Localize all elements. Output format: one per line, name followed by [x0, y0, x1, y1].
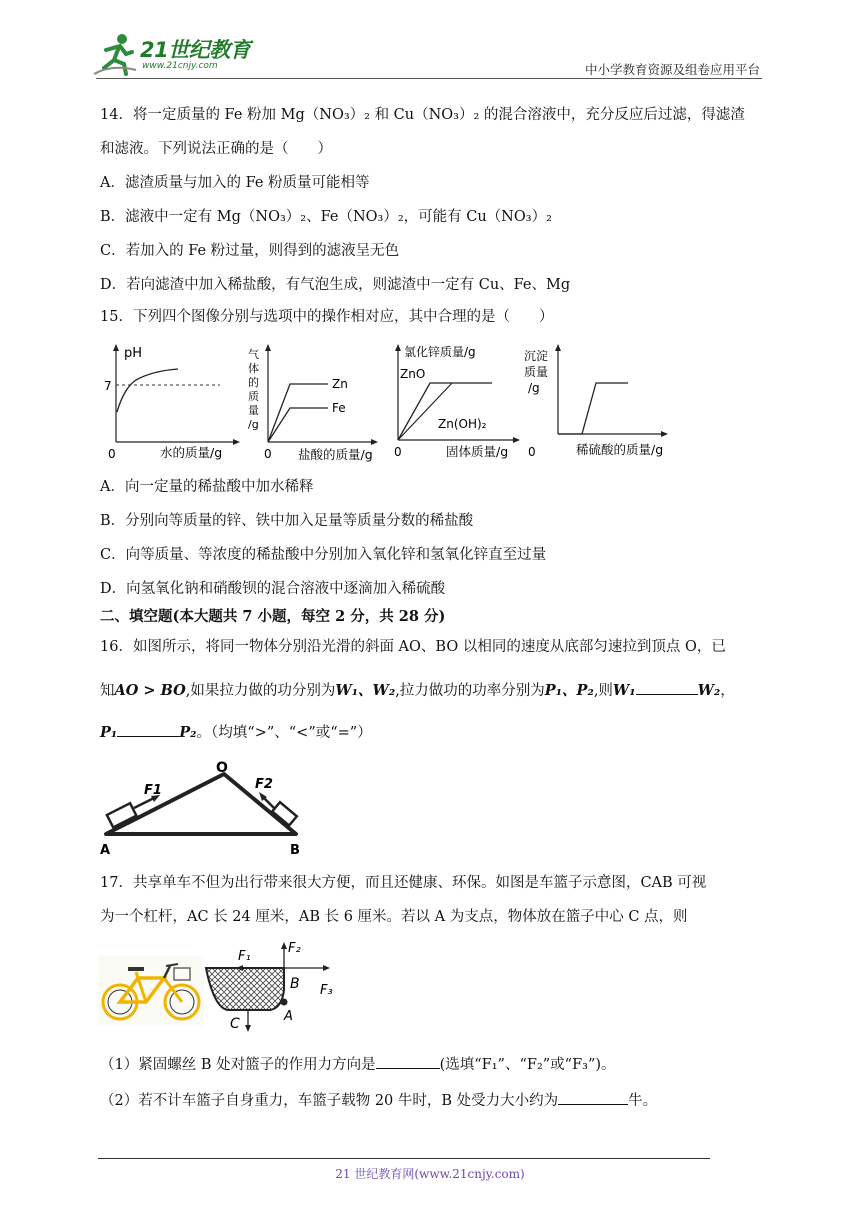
q17-blank-1[interactable]: [376, 1054, 440, 1069]
q14-option-c: C．若加入的 Fe 粉过量，则得到的滤液呈无色: [100, 243, 400, 259]
graph-a-ytick: 7: [104, 379, 112, 393]
q17-sub2: （2）若不计车篮子自身重力，车篮子载物 20 牛时，B 处受力大小约为 牛。: [100, 1090, 657, 1112]
q16-label-f2: F2: [255, 777, 273, 792]
svg-text:量: 量: [248, 404, 259, 417]
q16-incline-figure: [98, 758, 308, 858]
graph-d-ylabel: [524, 348, 548, 395]
q14-option-b: B．滤液中一定有 Mg（NO₃）₂、Fe（NO₃）₂，可能有 Cu（NO₃）₂: [100, 209, 552, 225]
runner-logo-icon: [92, 30, 138, 76]
footer-divider: [98, 1158, 710, 1159]
svg-text:沉淀: 沉淀: [524, 349, 549, 363]
graph-b-series-fe: Fe: [332, 401, 346, 415]
graph-c-series-zno: ZnO: [400, 367, 426, 381]
q17-sub1: （1）紧固螺丝 B 处对篮子的作用力方向是 (选填“F₁”、“F₂”或“F₃”)。: [100, 1054, 616, 1076]
q17-label-b: B: [290, 976, 300, 992]
logo-url: www.21cnjy.com: [142, 61, 218, 71]
q16-math-w: W₁、W₂: [335, 682, 396, 699]
svg-text:质量: 质量: [524, 365, 549, 379]
q17-label-f3: F₃: [320, 983, 333, 998]
q14-option-d: D．若向滤渣中加入稀盐酸，有气泡生成，则滤渣中一定有 Cu、Fe、Mg: [100, 277, 571, 293]
svg-text:质: 质: [248, 390, 259, 403]
q15-option-d: D．向氢氧化钠和硝酸钡的混合溶液中逐滴加入稀硫酸: [100, 581, 446, 597]
q17-label-a: A: [284, 1009, 293, 1024]
q15-graph-b: [246, 340, 386, 464]
graph-a-ylabel: pH: [124, 346, 143, 361]
graph-c-series-znoh2: Zn(OH)₂: [438, 417, 487, 431]
graph-b-series-zn: Zn: [332, 377, 348, 391]
q16-line1: 16．如图所示，将同一物体分别沿光滑的斜面 AO、BO 以相同的速度从底部匀速拉到顶点 O，已: [100, 639, 726, 655]
svg-text:/g: /g: [248, 418, 259, 431]
svg-text:的: 的: [248, 376, 259, 389]
q16-label-o: O: [216, 760, 228, 776]
q14-option-a: A．滤渣质量与加入的 Fe 粉质量可能相等: [100, 175, 370, 191]
q15-graph-c: [388, 340, 528, 462]
q17-label-f2: F₂: [288, 941, 301, 956]
graph-c-xlabel: 固体质量/g: [446, 444, 509, 459]
graph-d-origin: 0: [528, 445, 536, 459]
q15-stem: 15．下列四个图像分别与选项中的操作相对应，其中合理的是（ ）: [100, 309, 554, 325]
graph-b-origin: 0: [264, 447, 272, 461]
q16-blank-p[interactable]: [117, 722, 179, 737]
q17-label-c: C: [230, 1016, 240, 1032]
section2-title: 二、填空题(本大题共 7 小题，每空 2 分，共 28 分): [100, 608, 446, 625]
q17-line2: 为一个杠杆，AC 长 24 厘米，AB 长 6 厘米。若以 A 为支点，物体放在篮子中心 C 点，则: [100, 909, 688, 925]
header-platform-name: 中小学教育资源及组卷应用平台: [584, 62, 760, 77]
q16-line2: 知AO > BO,如果拉力做的功分别为W₁、W₂,拉力做功的功率分别为P₁、P₂,则W₁ W₂，: [100, 682, 735, 699]
svg-text:体: 体: [248, 362, 259, 375]
q16-math-ao-bo: AO > BO: [114, 682, 186, 699]
q16-label-b: B: [290, 843, 300, 858]
q17-blank-2[interactable]: [558, 1090, 628, 1105]
graph-b-xlabel: 盐酸的质量/g: [298, 447, 373, 462]
graph-c-origin: 0: [394, 445, 402, 459]
q15-option-b: B．分别向等质量的锌、铁中加入足量等质量分数的稀盐酸: [100, 513, 474, 529]
q16-line3: P₁ P₂。（均填“>”、“<”或“=”）: [100, 724, 372, 741]
q16-label-f1: F1: [144, 783, 162, 798]
q15-graph-d: [520, 340, 676, 462]
q16-label-a: A: [100, 843, 111, 858]
q15-graph-a: [100, 340, 240, 462]
q16-blank-w[interactable]: [636, 680, 698, 695]
svg-text:/g: /g: [528, 381, 540, 395]
q17-basket-figure: [200, 938, 340, 1034]
header-divider: [96, 78, 762, 79]
svg-text:气: 气: [248, 348, 259, 361]
q14-stem-line2: 和滤液。下列说法正确的是（ ）: [100, 141, 332, 157]
graph-a-xlabel: 水的质量/g: [160, 445, 223, 460]
site-logo: [92, 30, 262, 78]
graph-a-origin: 0: [108, 447, 116, 461]
q17-label-f1: F₁: [238, 949, 251, 964]
q14-stem-line1: 14．将一定质量的 Fe 粉加 Mg（NO₃）₂ 和 Cu（NO₃）₂ 的混合溶液中，充分反应后过滤，得滤渣: [100, 107, 745, 123]
graph-d-xlabel: 稀硫酸的质量/g: [576, 442, 664, 457]
graph-c-ylabel: 氯化锌质量/g: [404, 345, 476, 359]
q15-option-a: A．向一定量的稀盐酸中加水稀释: [100, 479, 314, 495]
q16-math-p: P₁、P₂: [544, 682, 594, 699]
q15-option-c: C．向等质量、等浓度的稀盐酸中分别加入氧化锌和氢氧化锌直至过量: [100, 547, 547, 563]
logo-text: 21世纪教育: [140, 38, 251, 62]
q17-bicycle-image: [98, 956, 204, 1026]
footer-text: 21 世纪教育网(www.21cnjy.com): [335, 1167, 525, 1181]
graph-b-ylabel: [248, 347, 259, 431]
q17-line1: 17．共享单车不但为出行带来很大方便，而且还健康、环保。如图是车篮子示意图，CAB 可视: [100, 875, 707, 891]
